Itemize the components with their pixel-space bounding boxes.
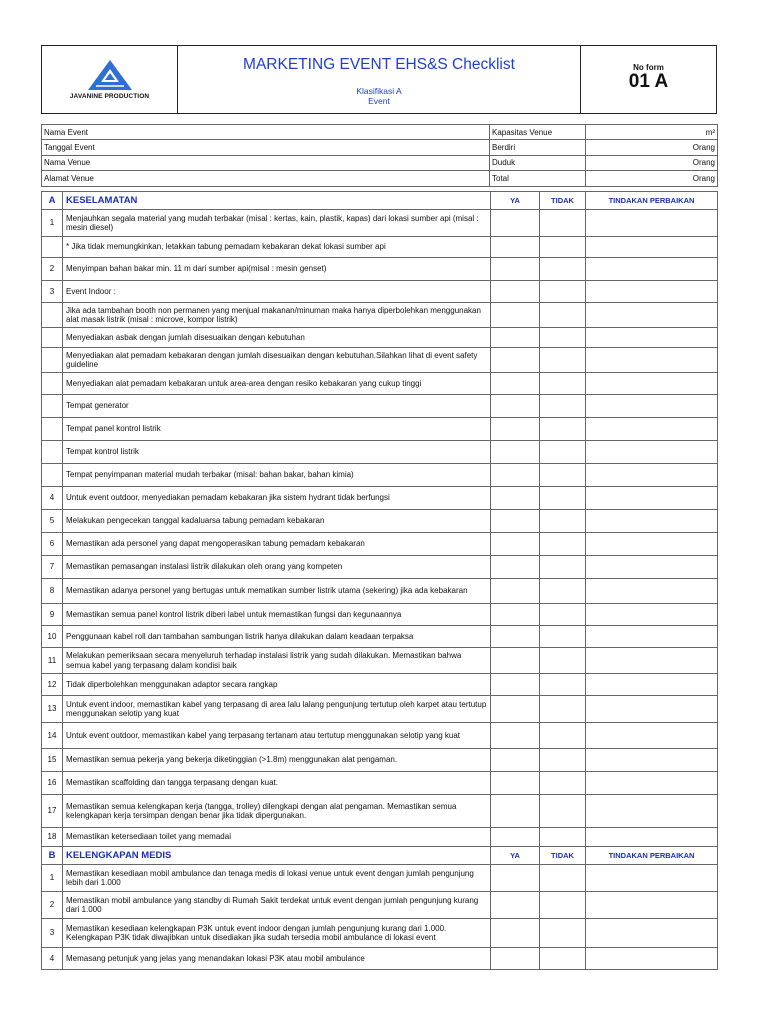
action-input-cell[interactable] bbox=[586, 464, 718, 487]
item-text: Memastikan pemasangan instalasi listrik dilakukan oleh orang yang kompeten bbox=[63, 556, 491, 579]
item-text: Memastikan kesediaan kelengkapan P3K untuk event indoor dengan jumlah pengunjung kurang dari 1.000. Kelengkapan P3K tidak diwajibkan untuk disediakan jika sudah tersedia mobil ambulance di lokasi event bbox=[63, 919, 491, 948]
action-input-cell[interactable] bbox=[586, 487, 718, 510]
yes-check-cell[interactable] bbox=[491, 948, 540, 970]
checklist-row bbox=[42, 749, 718, 772]
item-number: 3 bbox=[42, 919, 63, 948]
yes-check-cell[interactable] bbox=[491, 328, 540, 348]
action-input-cell[interactable] bbox=[586, 556, 718, 579]
item-number bbox=[42, 303, 63, 328]
no-check-cell[interactable] bbox=[540, 258, 586, 281]
yes-check-cell[interactable] bbox=[491, 749, 540, 772]
no-check-cell[interactable] bbox=[540, 674, 586, 696]
no-check-cell[interactable] bbox=[540, 626, 586, 648]
checklist-row bbox=[42, 258, 718, 281]
item-number bbox=[42, 328, 63, 348]
title-block bbox=[178, 46, 581, 113]
checklist-row bbox=[42, 464, 718, 487]
action-input-cell[interactable] bbox=[586, 948, 718, 970]
checklist-row bbox=[42, 373, 718, 395]
item-number: 12 bbox=[42, 674, 63, 696]
checklist-row bbox=[42, 865, 718, 892]
section-title: KELENGKAPAN MEDIS bbox=[63, 847, 491, 865]
checklist-row bbox=[42, 303, 718, 328]
item-text: Memastikan semua pekerja yang bekerja diketinggian (>1.8m) menggunakan alat pengaman. bbox=[63, 749, 491, 772]
checklist-row bbox=[42, 674, 718, 696]
no-column-header: TIDAK bbox=[540, 847, 586, 865]
checklist-row bbox=[42, 348, 718, 373]
checklist-row bbox=[42, 892, 718, 919]
document-subtitle: Event bbox=[368, 96, 390, 106]
no-check-cell[interactable] bbox=[540, 348, 586, 373]
checklist-row bbox=[42, 919, 718, 948]
item-text: Memastikan semua kelengkapan kerja (tangga, trolley) dilengkapi dengan alat pengaman. Memastikan semua kelengkapan kerja tersimpan dengan benar jika tidak dipergunakan. bbox=[63, 795, 491, 828]
form-header bbox=[41, 45, 717, 114]
info-right-label: Duduk bbox=[490, 155, 586, 170]
item-number: 4 bbox=[42, 948, 63, 970]
yes-check-cell[interactable] bbox=[491, 696, 540, 723]
item-number: 2 bbox=[42, 258, 63, 281]
no-check-cell[interactable] bbox=[540, 648, 586, 674]
yes-check-cell[interactable] bbox=[491, 303, 540, 328]
checklist-row bbox=[42, 579, 718, 604]
section-letter: B bbox=[42, 847, 63, 865]
item-text: Memastikan ada personel yang dapat mengoperasikan tabung pemadam kebakaran bbox=[63, 533, 491, 556]
item-number: 4 bbox=[42, 487, 63, 510]
checklist-row bbox=[42, 604, 718, 626]
item-text: Memastikan mobil ambulance yang standby di Rumah Sakit terdekat untuk event dengan jumlah pengunjung kurang dari 1.000 bbox=[63, 892, 491, 919]
item-number bbox=[42, 441, 63, 464]
no-check-cell[interactable] bbox=[540, 303, 586, 328]
no-check-cell[interactable] bbox=[540, 723, 586, 749]
item-text: Memastikan adanya personel yang bertugas untuk mematikan sumber listrik utama (sekering) jika ada kebakaran bbox=[63, 579, 491, 604]
yes-check-cell[interactable] bbox=[491, 648, 540, 674]
yes-check-cell[interactable] bbox=[491, 210, 540, 237]
action-input-cell[interactable] bbox=[586, 303, 718, 328]
info-unit-cell[interactable]: m² bbox=[586, 125, 718, 140]
checklist-row bbox=[42, 487, 718, 510]
no-check-cell[interactable] bbox=[540, 237, 586, 258]
item-number: 1 bbox=[42, 865, 63, 892]
info-right-label: Total bbox=[490, 171, 586, 186]
yes-check-cell[interactable] bbox=[491, 348, 540, 373]
classification-label: Klasifikasi A bbox=[356, 86, 402, 96]
no-check-cell[interactable] bbox=[540, 828, 586, 847]
yes-check-cell[interactable] bbox=[491, 395, 540, 418]
info-right-label: Berdiri bbox=[490, 140, 586, 155]
checklist-row bbox=[42, 696, 718, 723]
item-number: 15 bbox=[42, 749, 63, 772]
action-input-cell[interactable] bbox=[586, 281, 718, 303]
checklist-row bbox=[42, 648, 718, 674]
item-number: 9 bbox=[42, 604, 63, 626]
item-number bbox=[42, 373, 63, 395]
checklist-row bbox=[42, 328, 718, 348]
yes-check-cell[interactable] bbox=[491, 892, 540, 919]
checklist-row bbox=[42, 533, 718, 556]
section-header-row bbox=[42, 192, 718, 210]
no-check-cell[interactable] bbox=[540, 510, 586, 533]
no-check-cell[interactable] bbox=[540, 749, 586, 772]
item-text: Menyediakan alat pemadam kebakaran dengan jumlah disesuaikan dengan kebutuhan.Silahkan lihat di event safety guideline bbox=[63, 348, 491, 373]
action-input-cell[interactable] bbox=[586, 892, 718, 919]
no-check-cell[interactable] bbox=[540, 328, 586, 348]
item-text: Menyimpan bahan bakar min. 11 m dari sumber api(misal : mesin genset) bbox=[63, 258, 491, 281]
item-text: Menjauhkan segala material yang mudah terbakar (misal : kertas, kain, plastik, kapas) dari lokasi sumber api (misal : mesin diesel) bbox=[63, 210, 491, 237]
no-check-cell[interactable] bbox=[540, 487, 586, 510]
info-unit-cell[interactable]: Orang bbox=[586, 155, 718, 170]
item-text: Melakukan pemeriksaan secara menyeluruh terhadap instalasi listrik yang sudah dilakukan. Memastikan bahwa semua kabel yang terpasang dalam kondisi baik bbox=[63, 648, 491, 674]
checklist-row bbox=[42, 556, 718, 579]
no-check-cell[interactable] bbox=[540, 865, 586, 892]
info-row bbox=[42, 171, 718, 186]
info-field-label: Nama Venue bbox=[42, 155, 490, 170]
info-field-label: Alamat Venue bbox=[42, 171, 490, 186]
action-input-cell[interactable] bbox=[586, 696, 718, 723]
item-number: 10 bbox=[42, 626, 63, 648]
no-check-cell[interactable] bbox=[540, 919, 586, 948]
item-text: Untuk event outdoor, menyediakan pemadam kebakaran jika sistem hydrant tidak berfungsi bbox=[63, 487, 491, 510]
action-input-cell[interactable] bbox=[586, 210, 718, 237]
form-number-label: No form bbox=[633, 63, 664, 72]
no-column-header: TIDAK bbox=[540, 192, 586, 210]
item-text: Tempat generator bbox=[63, 395, 491, 418]
action-input-cell[interactable] bbox=[586, 533, 718, 556]
document-title: MARKETING EVENT EHS&S Checklist bbox=[243, 56, 515, 73]
no-check-cell[interactable] bbox=[540, 696, 586, 723]
item-number: 8 bbox=[42, 579, 63, 604]
action-input-cell[interactable] bbox=[586, 749, 718, 772]
item-number: 18 bbox=[42, 828, 63, 847]
item-number: 6 bbox=[42, 533, 63, 556]
action-input-cell[interactable] bbox=[586, 579, 718, 604]
form-number-value: 01 A bbox=[628, 71, 669, 92]
item-number: 16 bbox=[42, 772, 63, 795]
item-text: Memastikan semua panel kontrol listrik diberi label untuk memastikan fungsi dan kegunaannya bbox=[63, 604, 491, 626]
item-text: Untuk event outdoor, memastikan kabel yang terpasang tertanam atau tertutup menggunakan selotip yang kuat bbox=[63, 723, 491, 749]
action-input-cell[interactable] bbox=[586, 626, 718, 648]
action-input-cell[interactable] bbox=[586, 348, 718, 373]
checklist-row bbox=[42, 772, 718, 795]
no-check-cell[interactable] bbox=[540, 373, 586, 395]
item-number bbox=[42, 348, 63, 373]
triangle-logo-icon bbox=[88, 60, 132, 90]
item-text: Tidak diperbolehkan menggunakan adaptor secara rangkap bbox=[63, 674, 491, 696]
info-right-label: Kapasitas Venue bbox=[490, 125, 586, 140]
no-check-cell[interactable] bbox=[540, 556, 586, 579]
action-input-cell[interactable] bbox=[586, 795, 718, 828]
action-input-cell[interactable] bbox=[586, 828, 718, 847]
yes-check-cell[interactable] bbox=[491, 604, 540, 626]
no-check-cell[interactable] bbox=[540, 395, 586, 418]
yes-check-cell[interactable] bbox=[491, 919, 540, 948]
item-text: Memastikan scaffolding dan tangga terpasang dengan kuat. bbox=[63, 772, 491, 795]
checklist-row bbox=[42, 395, 718, 418]
checklist-row bbox=[42, 723, 718, 749]
action-input-cell[interactable] bbox=[586, 395, 718, 418]
checklist-row bbox=[42, 626, 718, 648]
item-number bbox=[42, 464, 63, 487]
action-input-cell[interactable] bbox=[586, 418, 718, 441]
item-number: 3 bbox=[42, 281, 63, 303]
info-field-label: Nama Event bbox=[42, 125, 490, 140]
item-text: Memastikan ketersediaan toilet yang memadai bbox=[63, 828, 491, 847]
info-unit-cell[interactable]: Orang bbox=[586, 140, 718, 155]
item-text: Menyediakan alat pemadam kebakaran untuk area-area dengan resiko kebakaran yang cukup tinggi bbox=[63, 373, 491, 395]
action-input-cell[interactable] bbox=[586, 772, 718, 795]
action-input-cell[interactable] bbox=[586, 604, 718, 626]
info-field-label: Tanggal Event bbox=[42, 140, 490, 155]
event-info-table bbox=[41, 124, 718, 187]
no-check-cell[interactable] bbox=[540, 418, 586, 441]
yes-check-cell[interactable] bbox=[491, 865, 540, 892]
yes-check-cell[interactable] bbox=[491, 237, 540, 258]
item-text: Melakukan pengecekan tanggal kadaluarsa tabung pemadam kebakaran bbox=[63, 510, 491, 533]
yes-check-cell[interactable] bbox=[491, 510, 540, 533]
section-title: KESELAMATAN bbox=[63, 192, 491, 210]
no-check-cell[interactable] bbox=[540, 441, 586, 464]
item-number: 14 bbox=[42, 723, 63, 749]
action-input-cell[interactable] bbox=[586, 674, 718, 696]
no-check-cell[interactable] bbox=[540, 892, 586, 919]
checklist-row bbox=[42, 948, 718, 970]
yes-check-cell[interactable] bbox=[491, 533, 540, 556]
no-check-cell[interactable] bbox=[540, 948, 586, 970]
item-text: Event Indoor : bbox=[63, 281, 491, 303]
yes-check-cell[interactable] bbox=[491, 626, 540, 648]
no-check-cell[interactable] bbox=[540, 772, 586, 795]
no-check-cell[interactable] bbox=[540, 579, 586, 604]
checklist-row bbox=[42, 441, 718, 464]
item-text: Memasang petunjuk yang jelas yang menandakan lokasi P3K atau mobil ambulance bbox=[63, 948, 491, 970]
action-input-cell[interactable] bbox=[586, 723, 718, 749]
yes-check-cell[interactable] bbox=[491, 828, 540, 847]
checklist-row bbox=[42, 418, 718, 441]
yes-check-cell[interactable] bbox=[491, 281, 540, 303]
checklist-row bbox=[42, 210, 718, 237]
info-unit-cell[interactable]: Orang bbox=[586, 171, 718, 186]
action-column-header: TINDAKAN PERBAIKAN bbox=[586, 192, 718, 210]
checklist-row bbox=[42, 795, 718, 828]
section-header-row bbox=[42, 847, 718, 865]
item-text: Tempat panel kontrol listrik bbox=[63, 418, 491, 441]
item-number: 2 bbox=[42, 892, 63, 919]
info-row bbox=[42, 155, 718, 170]
no-check-cell[interactable] bbox=[540, 281, 586, 303]
yes-check-cell[interactable] bbox=[491, 795, 540, 828]
yes-check-cell[interactable] bbox=[491, 674, 540, 696]
info-row bbox=[42, 140, 718, 155]
yes-check-cell[interactable] bbox=[491, 441, 540, 464]
action-input-cell[interactable] bbox=[586, 373, 718, 395]
logo-text: JAVANINE PRODUCTION bbox=[69, 92, 150, 100]
action-input-cell[interactable] bbox=[586, 865, 718, 892]
action-input-cell[interactable] bbox=[586, 510, 718, 533]
info-row bbox=[42, 125, 718, 140]
checklist-row bbox=[42, 281, 718, 303]
section-letter: A bbox=[42, 192, 63, 210]
item-number bbox=[42, 395, 63, 418]
item-number: 7 bbox=[42, 556, 63, 579]
item-text: * Jika tidak memungkinkan, letakkan tabung pemadam kebakaran dekat lokasi sumber api bbox=[63, 237, 491, 258]
yes-check-cell[interactable] bbox=[491, 487, 540, 510]
item-number: 13 bbox=[42, 696, 63, 723]
action-column-header: TINDAKAN PERBAIKAN bbox=[586, 847, 718, 865]
company-logo bbox=[42, 46, 178, 113]
no-check-cell[interactable] bbox=[540, 210, 586, 237]
item-number bbox=[42, 237, 63, 258]
checklist-table bbox=[41, 191, 718, 970]
item-text: Memastikan kesediaan mobil ambulance dan tenaga medis di lokasi venue untuk event dengan jumlah pengunjung lebih dari 1.000 bbox=[63, 865, 491, 892]
item-number: 11 bbox=[42, 648, 63, 674]
checklist-row bbox=[42, 510, 718, 533]
item-text: Jika ada tambahan booth non permanen yang menjual makanan/minuman maka hanya diperbolehkan menggunakan alat masak listrik (misal : microve, kompor listrik) bbox=[63, 303, 491, 328]
item-text: Penggunaan kabel roll dan tambahan sambungan listrik hanya dilakukan dalam keadaan terpaksa bbox=[63, 626, 491, 648]
no-check-cell[interactable] bbox=[540, 464, 586, 487]
action-input-cell[interactable] bbox=[586, 919, 718, 948]
yes-check-cell[interactable] bbox=[491, 464, 540, 487]
item-number: 17 bbox=[42, 795, 63, 828]
no-check-cell[interactable] bbox=[540, 795, 586, 828]
action-input-cell[interactable] bbox=[586, 237, 718, 258]
no-check-cell[interactable] bbox=[540, 604, 586, 626]
yes-check-cell[interactable] bbox=[491, 258, 540, 281]
item-text: Tempat penyimpanan material mudah terbakar (misal: bahan bakar, bahan kimia) bbox=[63, 464, 491, 487]
item-number: 5 bbox=[42, 510, 63, 533]
checklist-row bbox=[42, 237, 718, 258]
yes-check-cell[interactable] bbox=[491, 418, 540, 441]
yes-check-cell[interactable] bbox=[491, 579, 540, 604]
yes-check-cell[interactable] bbox=[491, 556, 540, 579]
yes-column-header: YA bbox=[491, 847, 540, 865]
action-input-cell[interactable] bbox=[586, 441, 718, 464]
item-text: Tempat kontrol listrik bbox=[63, 441, 491, 464]
item-number bbox=[42, 418, 63, 441]
yes-column-header: YA bbox=[491, 192, 540, 210]
yes-check-cell[interactable] bbox=[491, 723, 540, 749]
action-input-cell[interactable] bbox=[586, 258, 718, 281]
yes-check-cell[interactable] bbox=[491, 373, 540, 395]
item-text: Menyediakan asbak dengan jumlah disesuaikan dengan kebutuhan bbox=[63, 328, 491, 348]
action-input-cell[interactable] bbox=[586, 328, 718, 348]
item-text: Untuk event indoor, memastikan kabel yang terpasang di area lalu lalang pengunjung tertutup oleh karpet atau tertutup menggunakan selotip yang kuat bbox=[63, 696, 491, 723]
yes-check-cell[interactable] bbox=[491, 772, 540, 795]
no-check-cell[interactable] bbox=[540, 533, 586, 556]
item-number: 1 bbox=[42, 210, 63, 237]
action-input-cell[interactable] bbox=[586, 648, 718, 674]
form-number-block bbox=[581, 46, 716, 113]
checklist-row bbox=[42, 828, 718, 847]
